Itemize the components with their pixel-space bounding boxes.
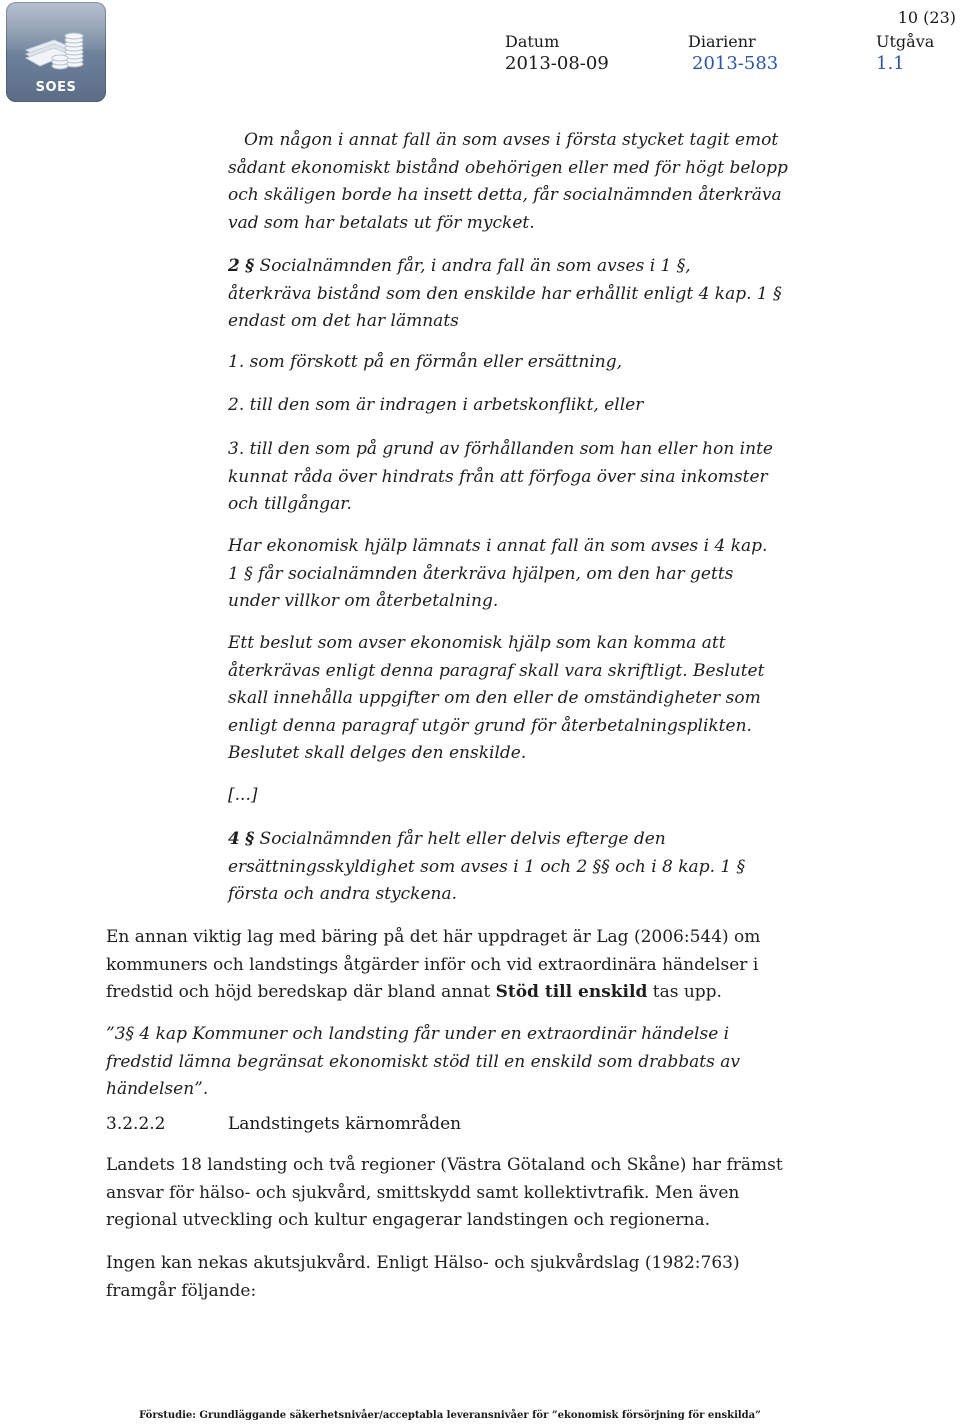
body-quote — [106, 1021, 786, 1104]
quote-paragraph-4 — [228, 630, 808, 768]
datum-value: 2013-08-09 — [505, 53, 609, 74]
quote-line: under villkor om återbetalning. — [228, 591, 499, 611]
diarienr-value: 2013-583 — [692, 53, 779, 74]
page-footer: Förstudie: Grundläggande säkerhetsnivåer/acceptabla leveransnivåer för ”ekonomisk försörjning för enskilda” — [139, 1410, 761, 1421]
body-line — [106, 979, 786, 1007]
section-heading-number: 3.2.2.2 — [106, 1114, 166, 1134]
list-item: kunnat råda över hindrats från att förfoga över sina inkomster — [228, 466, 768, 487]
quote-ellipsis — [228, 782, 808, 810]
list-item: 3. till den som på grund av förhållanden som han eller hon inte — [228, 439, 773, 459]
body-line: Landets 18 landsting och två regioner (Västra Götaland och Skåne) har främst — [106, 1155, 783, 1175]
body-line: ansvar för hälso- och sjukvård, smittskydd samt kollektivtrafik. Men även — [106, 1182, 740, 1203]
quote-line: Har ekonomisk hjälp lämnats i annat fall än som avses i 4 kap. — [228, 536, 768, 556]
page-number: 10 (23) — [897, 8, 956, 27]
list-item: och tillgångar. — [228, 494, 352, 514]
section-heading-title: Landstingets kärnområden — [228, 1114, 462, 1134]
quote-line: vad som har betalats ut för mycket. — [228, 212, 535, 233]
body-line: En annan viktig lag med bäring på det här uppdraget är Lag (2006:544) om — [106, 927, 761, 947]
body-line: händelsen”. — [106, 1079, 209, 1099]
soes-logo — [6, 2, 106, 102]
section-number: 4 — [228, 829, 240, 849]
utgava-label: Utgåva — [876, 32, 935, 51]
diarienr-label: Diarienr — [688, 32, 756, 51]
section-symbol: § — [245, 256, 255, 276]
quote-item-1 — [228, 349, 808, 377]
quote-paragraph-2 — [228, 253, 808, 336]
ellipsis: [...] — [228, 785, 258, 805]
body-text: fredstid och höjd beredskap där bland annat — [106, 982, 496, 1002]
list-item: 2. till den som är indragen i arbetskonflikt, eller — [228, 395, 644, 415]
body-text: tas upp. — [647, 982, 722, 1002]
quote-line: och skäligen borde ha insett detta, får socialnämnden återkräva — [228, 185, 782, 205]
quote-paragraph-5 — [228, 826, 808, 909]
quote-line — [228, 826, 808, 854]
quote-line: endast om det har lämnats — [228, 311, 459, 331]
section-symbol: § — [245, 829, 255, 849]
quote-line: Ett beslut som avser ekonomisk hjälp som kan komma att — [228, 633, 726, 653]
bold-term: Stöd till enskild — [495, 982, 648, 1002]
quote-line: sådant ekonomiskt bistånd obehörigen eller med för högt belopp — [228, 157, 788, 178]
quote-text: Socialnämnden får, i andra fall än som avses i 1 §, — [259, 256, 691, 276]
quote-line: skall innehålla uppgifter om den eller de omständigheter som — [228, 688, 761, 708]
body-paragraph-3 — [106, 1250, 786, 1305]
quote-paragraph-3 — [228, 533, 808, 616]
body-line: ”3§ 4 kap Kommuner och landsting får under en extraordinär händelse i — [106, 1024, 730, 1044]
quote-line: första och andra styckena. — [228, 884, 458, 904]
quote-line — [228, 253, 808, 281]
body-line: kommuners och landstings åtgärder inför och vid extraordinära händelser i — [106, 954, 759, 975]
coins-documents-icon — [24, 20, 88, 76]
list-item: 1. som förskott på en förmån eller ersättning, — [228, 352, 623, 372]
quote-line: Om någon i annat fall än som avses i första stycket tagit emot — [244, 130, 779, 150]
body-paragraph-2 — [106, 1152, 786, 1235]
quote-paragraph-1 — [228, 127, 808, 237]
body-line: framgår följande: — [106, 1280, 257, 1301]
quote-line: ersättningsskyldighet som avses i 1 och 2 §§ och i 8 kap. 1 § — [228, 856, 746, 877]
quote-text: Socialnämnden får helt eller delvis efterge den — [259, 829, 666, 849]
body-line: Ingen kan nekas akutsjukvård. Enligt Hälso- och sjukvårdslag (1982:763) — [106, 1253, 740, 1273]
quote-line: 1 § får socialnämnden återkräva hjälpen, om den har getts — [228, 563, 734, 584]
quote-line: enligt denna paragraf utgör grund för återbetalningsplikten. — [228, 715, 752, 736]
quote-line: Beslutet skall delges den enskilde. — [228, 743, 527, 763]
body-line: fredstid lämna begränsat ekonomiskt stöd till en enskild som drabbats av — [106, 1051, 741, 1072]
section-number: 2 — [228, 256, 240, 276]
body-line: regional utveckling och kultur engagerar landstingen och regionerna. — [106, 1210, 711, 1230]
quote-item-3 — [228, 436, 808, 519]
quote-line: återkrävas enligt denna paragraf skall vara skriftligt. Beslutet — [228, 660, 765, 681]
quote-line: återkräva bistånd som den enskilde har erhållit enligt 4 kap. 1 § — [228, 283, 782, 304]
body-paragraph-1 — [106, 924, 786, 1007]
logo-text: SOES — [35, 80, 77, 95]
datum-label: Datum — [505, 32, 560, 51]
quote-item-2 — [228, 392, 808, 420]
utgava-value: 1.1 — [876, 53, 905, 74]
